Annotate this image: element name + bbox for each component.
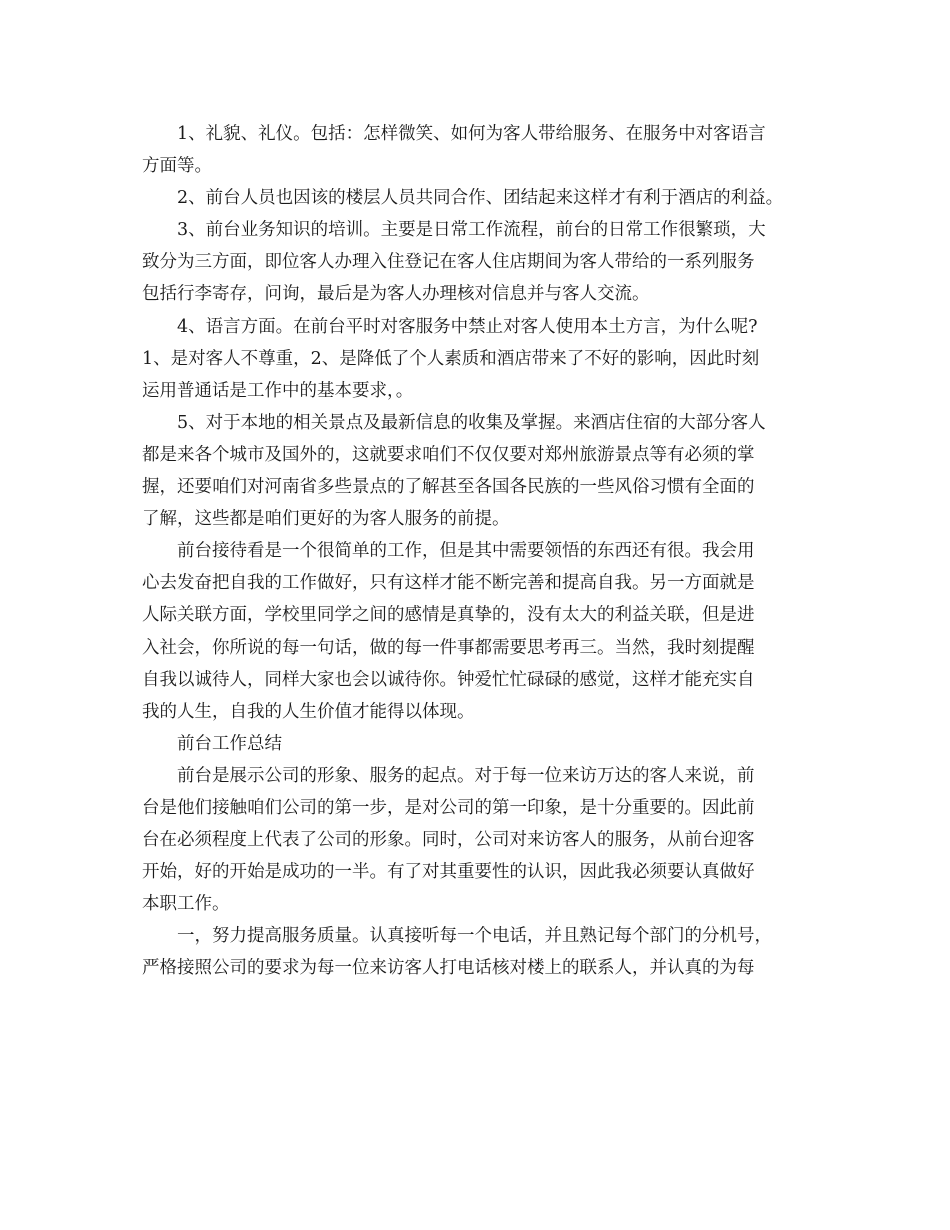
text-line: 人际关联方面，学校里同学之间的感情是真挚的，没有太大的利益关联，但是进 (142, 605, 755, 626)
text-line: 一，努力提高服务质量。认真接听每一个电话，并且熟记每个部门的分机号， (177, 926, 772, 947)
text-line: 方面等。 (142, 156, 212, 177)
text-line: 5、对于本地的相关景点及最新信息的收集及掌握。来酒店住宿的大部分客人 (177, 412, 766, 433)
text-line: 4、语言方面。在前台平时对客服务中禁止对客人使用本土方言，为什么呢? (177, 316, 758, 337)
text-line: 我的人生，自我的人生价值才能得以体现。 (142, 701, 475, 722)
text-line: 台在必须程度上代表了公司的形象。同时，公司对来访客人的服务，从前台迎客 (142, 830, 755, 851)
text-line: 本职工作。 (142, 894, 230, 915)
text-line: 前台是展示公司的形象、服务的起点。对于每一位来访万达的客人来说，前 (177, 765, 755, 786)
text-line: 2、前台人员也因该的楼层人员共同合作、团结起来这样才有利于酒店的利益。 (177, 188, 784, 209)
text-line: 自我以诚待人，同样大家也会以诚待你。钟爱忙忙碌碌的感觉，这样才能充实自 (142, 669, 755, 690)
text-line: 台是他们接触咱们公司的第一步，是对公司的第一印象，是十分重要的。因此前 (142, 797, 755, 818)
document-body (142, 118, 812, 985)
text-line: 1、是对客人不尊重，2、是降低了个人素质和酒店带来了不好的影响，因此时刻 (142, 348, 760, 369)
text-line: 运用普通话是工作中的基本要求，。 (142, 380, 414, 401)
text-line: 致分为三方面，即位客人办理入住登记在客人住店期间为客人带给的一系列服务 (142, 252, 755, 273)
text-line: 严格接照公司的要求为每一位来访客人打电话核对楼上的联系人，并认真的为每 (142, 958, 755, 979)
text-line: 握，还要咱们对河南省多些景点的了解甚至各国各民族的一些风俗习惯有全面的 (142, 477, 755, 498)
text-line: 1、礼貌、礼仪。包括：怎样微笑、如何为客人带给服务、在服务中对客语言 (177, 124, 766, 144)
text-line: 前台工作总结 (177, 733, 282, 754)
text-line: 了解，这些都是咱们更好的为客人服务的前提。 (142, 509, 510, 530)
text-line: 开始，好的开始是成功的一半。有了对其重要性的认识，因此我必须要认真做好 (142, 862, 755, 883)
text-line: 入社会，你所说的每一句话，做的每一件事都需要思考再三。当然，我时刻提醒 (142, 637, 755, 658)
text-line: 3、前台业务知识的培训。主要是日常工作流程，前台的日常工作很繁琐，大 (177, 220, 766, 241)
text-line: 心去发奋把自我的工作做好，只有这样才能不断完善和提高自我。另一方面就是 (142, 573, 755, 594)
text-line: 前台接待看是一个很简单的工作，但是其中需要领悟的东西还有很。我会用 (177, 541, 755, 562)
text-line: 包括行李寄存，问询，最后是为客人办理核对信息并与客人交流。 (142, 284, 650, 305)
text-line: 都是来各个城市及国外的，这就要求咱们不仅仅要对郑州旅游景点等有必须的掌 (142, 444, 755, 465)
